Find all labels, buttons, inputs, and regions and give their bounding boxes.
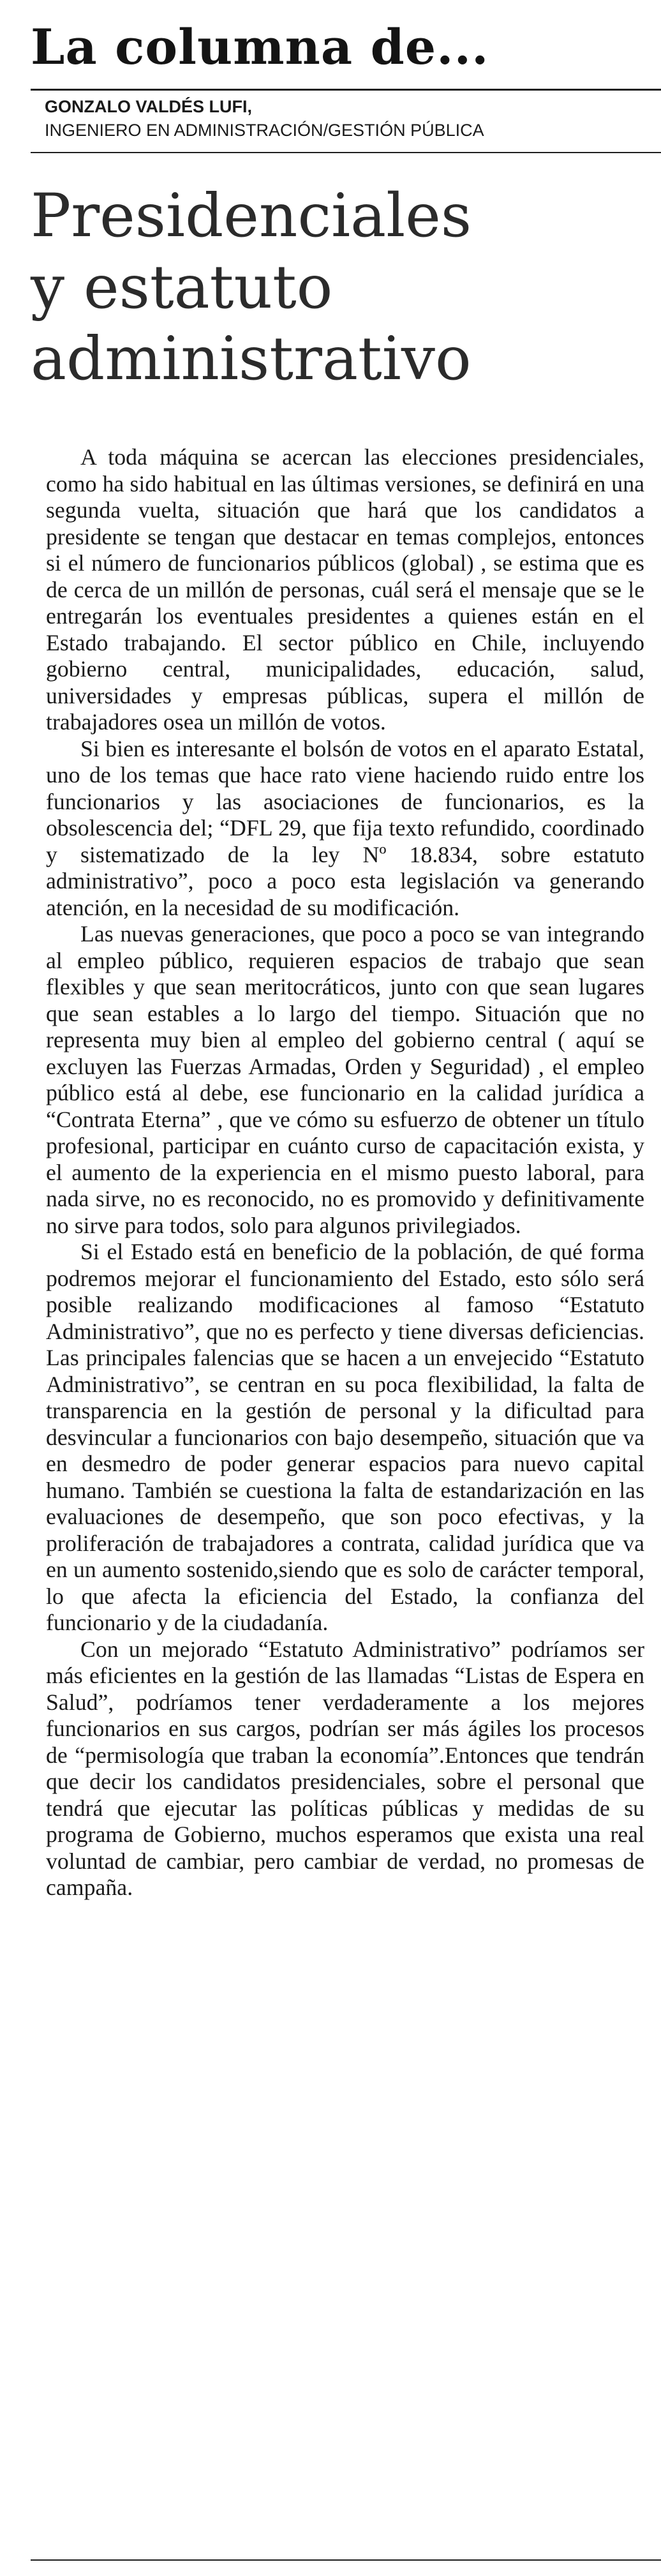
footer-rule: [31, 2559, 661, 2561]
paragraph-1: A toda máquina se acercan las elecciones presidenciales, como ha sido habitual en las últimas versiones, se definirá en una segunda vuelta, situación que hará que los candidatos a presidente se tengan que destacar en temas complejos, entonces si el número de funcionarios públicos (global) , se estima que es de cerca de un millón de personas, cuál será el mensaje que se le entregarán los eventuales presidentes a quienes están en el Estado trabajando. El sector público en Chile, incluyendo gobierno central, municipalidades, educación, salud, universidades y empresas públicas, supera el millón de trabajadores osea un millón de votos.: [46, 444, 644, 735]
paragraph-5: Con un mejorado “Estatuto Administrativo” podríamos ser más eficientes en la gestión de las llamadas “Listas de Espera en Salud”, podríamos tener verdaderamente a los mejores funcionarios en sus cargos, podrían ser más ágiles los procesos de “permisología que traban la economía”.Entonces que tendrán que decir los candidatos presidenciales, sobre el personal que tendrá que ejecutar las políticas públicas y medidas de su programa de Gobierno, muchos esperamos que exista una real voluntad de cambiar, pero cambiar de verdad, no promesas de campaña.: [46, 1636, 644, 1900]
paragraph-3: Las nuevas generaciones, que poco a poco se van integrando al empleo público, requieren espacios de trabajo que sean flexibles y que sean meritocráticos, junto con que sean lugares que sean estables a lo largo del tiempo. Situación que no representa muy bien al empleo del gobierno central ( aquí se excluyen las Fuerzas Armadas, Orden y Seguridad) , el empleo público está al debe, ese funcionario en la calidad jurídica a “Contrata Eterna” , que ve cómo su esfuerzo de obtener un título profesional, participar en cuánto curso de capacitación exista, y el aumento de la experiencia en el mismo puesto laboral, para nada sirve, no es reconocido, no es promovido y definitivamente no sirve para todos, solo para algunos privilegiados.: [46, 921, 644, 1238]
headline-line-1: Presidenciales: [31, 181, 472, 251]
header-rule: [31, 89, 661, 91]
headline-line-2: y estatuto: [31, 253, 333, 322]
author-role: INGENIERO EN ADMINISTRACIÓN/GESTIÓN PÚBLICA: [45, 121, 484, 140]
byline-rule: [31, 152, 661, 153]
article-body: [46, 444, 644, 1901]
headline-line-3: administrativo: [31, 324, 472, 394]
paragraph-4: Si el Estado está en beneficio de la población, de qué forma podremos mejorar el funcionamiento del Estado, esto sólo será posible realizando modificaciones al famoso “Estatuto Administrativo”, que no es perfecto y tiene diversas deficiencias. Las principales falencias que se hacen a un envejecido “Estatuto Administrativo”, se centran en su poca flexibilidad, la falta de transparencia en la gestión de personal y la dificultad para desvincular a funcionarios con bajo desempeño, situación que va en desmedro de poder generar espacios para nuevo capital humano. También se cuestiona la falta de estandarización en las evaluaciones de desempeño, que son poco efectivas, y la proliferación de trabajadores a contrata, calidad jurídica que va en un aumento sostenido,siendo que es solo de carácter temporal, lo que afecta la eficiencia del Estado, la confianza del funcionario y de la ciudadanía.: [46, 1239, 644, 1635]
column-name: La columna de...: [31, 19, 489, 75]
author-name: GONZALO VALDÉS LUFI,: [45, 97, 252, 116]
paragraph-2: Si bien es interesante el bolsón de votos en el aparato Estatal, uno de los temas que hace rato viene haciendo ruido entre los funcionarios y las asociaciones de funcionarios, es la obsolescencia del; “DFL 29, que fija texto refundido, coordinado y sistematizado de la ley Nº 18.834, sobre estatuto administrativo”, poco a poco esta legislación va generando atención, en la necesidad de su modificación.: [46, 735, 644, 920]
